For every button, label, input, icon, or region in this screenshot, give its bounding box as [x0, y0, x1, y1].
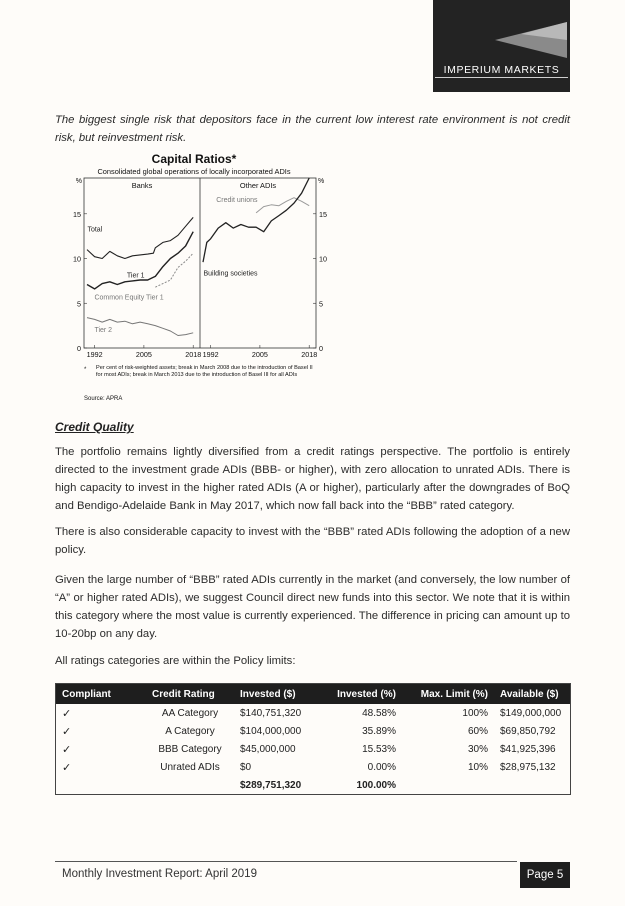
cell-rating: A Category — [165, 725, 215, 737]
logo-divider — [435, 77, 568, 78]
cell-invested: $140,751,320 — [240, 707, 302, 719]
chart-subtitle: Consolidated global operations of locally incorporated ADIs — [97, 167, 291, 176]
credit-quality-heading: Credit Quality — [55, 420, 134, 434]
cell-available: $149,000,000 — [500, 707, 562, 719]
series-label: Common Equity Tier 1 — [94, 294, 164, 302]
credit-quality-paragraph-1: The portfolio remains lightly diversified from a credit ratings perspective. The portfolio is entirely directed to the investment grade ADIs (BBB- or higher), with zero allocation to unrated ADIs. There is high capacity to invest in the higher rated ADIs (A or higher), particularly after the downgrades of BoQ and Bendigo-Adelaide Bank in May 2017, which now fall back into the “BBB” rated category. — [55, 446, 570, 512]
series-label: Tier 2 — [94, 326, 113, 334]
cell-rating: AA Category — [161, 707, 219, 719]
y-tick-label: 15 — [73, 209, 81, 219]
y-axis-unit: % — [318, 178, 325, 185]
check-icon: ✓ — [62, 725, 72, 738]
series-label: Tier 1 — [126, 272, 145, 280]
series-label: Building societies — [203, 270, 258, 278]
page-number: Page 5 — [520, 862, 570, 888]
chart-source: Source: APRA — [84, 396, 123, 402]
total-percent: 100.00% — [356, 779, 396, 791]
col-compliant: Compliant — [62, 688, 111, 700]
y-tick-label: 15 — [319, 209, 327, 219]
credit-quality-paragraph-2: There is also considerable capacity to invest with the “BBB” rated ADIs following the adoption of a new policy. — [55, 526, 570, 556]
cell-available: $41,925,396 — [500, 743, 556, 755]
cell-limit: 60% — [467, 725, 488, 737]
series-line-total — [87, 217, 193, 258]
cell-percent: 0.00% — [367, 761, 396, 773]
ratings-compliance-table — [55, 683, 571, 795]
company-logo — [433, 0, 570, 92]
credit-quality-paragraph-4: All ratings categories are within the Policy limits: — [55, 655, 296, 667]
logo-text: IMPERIUM MARKETS — [443, 64, 560, 76]
cell-invested: $45,000,000 — [240, 743, 296, 755]
cell-percent: 48.58% — [362, 707, 396, 719]
intro-statement: The biggest single risk that depositors face in the current low interest rate environment is not credit risk, but reinvestment risk. — [55, 114, 570, 144]
capital-ratios-chart — [70, 150, 332, 405]
table-row — [56, 722, 571, 740]
check-icon: ✓ — [62, 707, 72, 720]
series-label: Total — [87, 226, 103, 234]
series-line-credit-unions — [256, 198, 309, 213]
y-tick-label: 10 — [319, 254, 327, 264]
y-tick-label: 0 — [319, 344, 323, 353]
chart-panel-title: Other ADIs — [239, 181, 277, 190]
y-tick-label: 0 — [77, 344, 81, 353]
series-label: Credit unions — [216, 197, 258, 205]
cell-available: $69,850,792 — [500, 725, 556, 737]
y-tick-label: 10 — [73, 254, 81, 264]
cell-limit: 10% — [467, 761, 488, 773]
chart-panel-title: Banks — [131, 181, 153, 190]
x-tick-label: 2018 — [185, 350, 202, 359]
chart-footnote-marker: * — [84, 367, 87, 373]
series-line-tier-1 — [87, 232, 193, 289]
chart-title: Capital Ratios* — [151, 152, 237, 166]
logo-wing-icon — [433, 0, 570, 92]
credit-quality-paragraph-3: Given the large number of “BBB” rated ADIs currently in the market (and conversely, the low number of “A” or higher rated ADIs), we suggest Council direct new funds into this sector. We note that it is within this category where the most value is currently experienced. The difference in pricing can amount up to 10-20bp on any day. — [55, 574, 570, 640]
table-header-row — [56, 684, 571, 705]
x-tick-label: 1992 — [86, 350, 103, 359]
cell-invested: $104,000,000 — [240, 725, 302, 737]
table-row — [56, 704, 571, 722]
table-total-row — [56, 776, 571, 795]
chart-footnote: Per cent of risk-weighted assets; break in March 2008 due to the introduction of Basel II for most ADIs; break in March 2013 due to the introduction of Basel III for all ADIs — [96, 365, 313, 378]
cell-percent: 35.89% — [362, 725, 396, 737]
y-tick-label: 5 — [77, 299, 81, 309]
x-tick-label: 2018 — [301, 350, 318, 359]
col-credit-rating: Credit Rating — [152, 688, 215, 700]
col-invested-percent: Invested (%) — [337, 688, 396, 700]
series-line-building-societies — [203, 178, 309, 262]
y-tick-label: 5 — [319, 299, 323, 309]
col-max-limit: Max. Limit (%) — [420, 688, 488, 700]
footer-title: Monthly Investment Report: April 2019 — [62, 868, 257, 880]
total-invested: $289,751,320 — [240, 779, 302, 791]
cell-limit: 100% — [462, 707, 488, 719]
x-tick-label: 1992 — [202, 350, 219, 359]
cell-available: $28,975,132 — [500, 761, 556, 773]
x-tick-label: 2005 — [135, 350, 152, 359]
cell-rating: Unrated ADIs — [160, 761, 220, 773]
cell-percent: 15.53% — [362, 743, 396, 755]
table-row — [56, 758, 571, 776]
cell-limit: 30% — [467, 743, 488, 755]
col-invested-amount: Invested ($) — [240, 688, 296, 700]
footer-divider — [55, 861, 517, 862]
cell-invested: $0 — [240, 761, 252, 773]
table-row — [56, 740, 571, 758]
x-tick-label: 2005 — [251, 350, 268, 359]
cell-rating: BBB Category — [158, 743, 222, 755]
col-available: Available ($) — [500, 688, 559, 700]
y-axis-unit: % — [75, 178, 82, 185]
check-icon: ✓ — [62, 743, 72, 756]
check-icon: ✓ — [62, 761, 72, 774]
